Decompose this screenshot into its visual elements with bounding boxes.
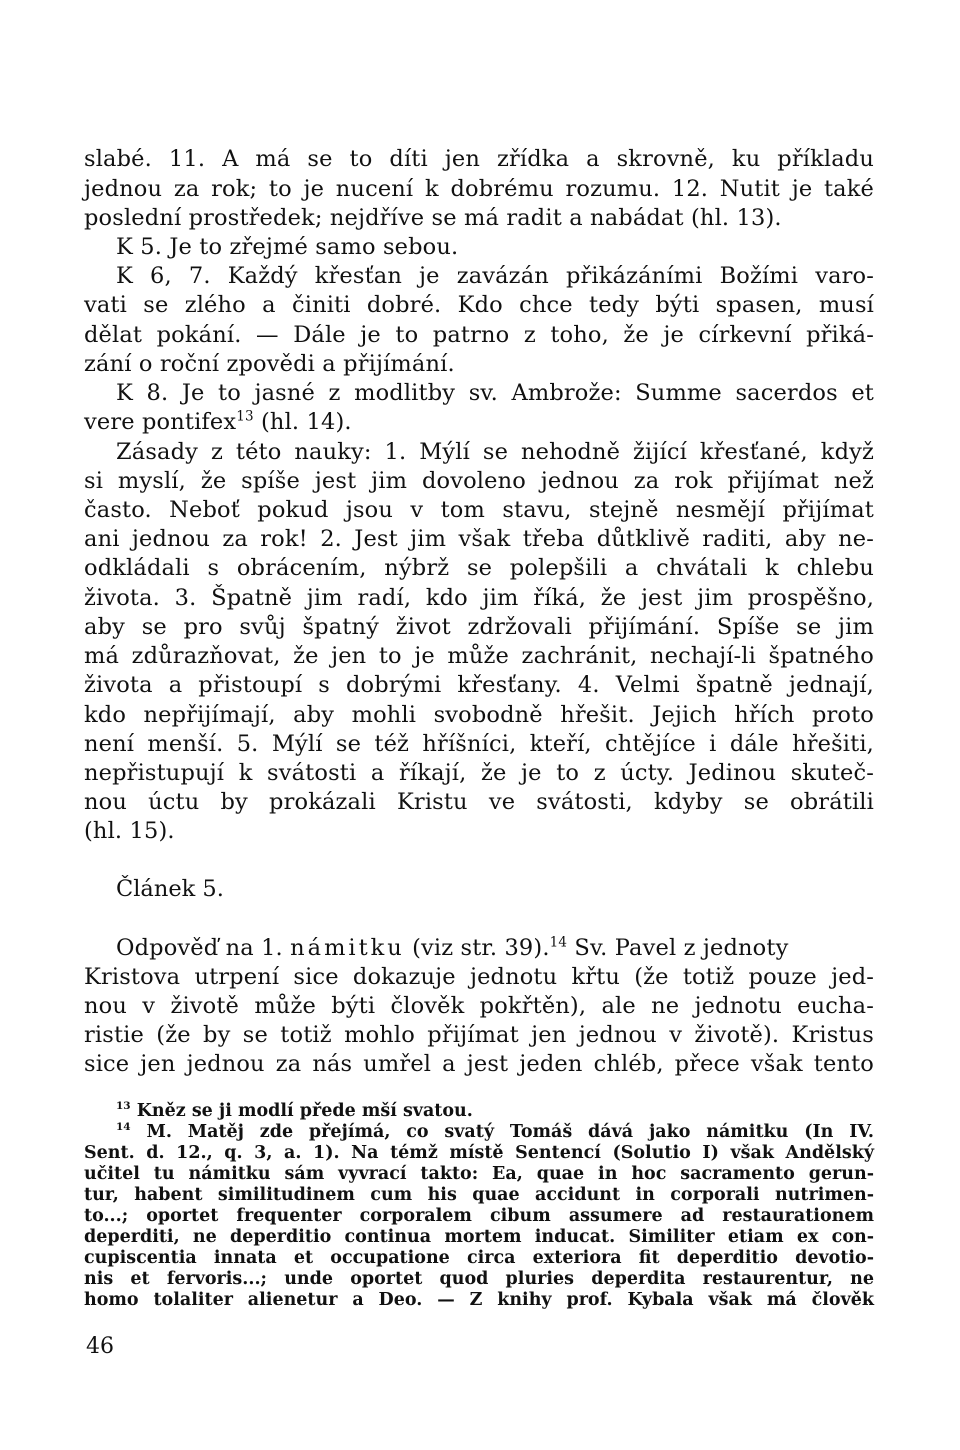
text-line [84,407,874,437]
text-line: kdo nepřijímají, aby mohli svobodně hřešit. Jejich hřích proto [84,702,874,728]
text-line: ristie (že by se totiž mohlo přijímat jen jednou v životě). Kristus [84,1022,874,1048]
text-fragment: Sv. Pavel z jednoty [567,935,789,961]
footnote-line: Sent. d. 12., q. 3, a. 1). Na témž místě Sentencí (Solutio I) však Andělský [84,1143,874,1163]
footnote-number: 13 [116,1100,131,1113]
text-line: nepřistupují k svátosti a říkají, že je to z úcty. Jedinou skuteč- [84,760,874,786]
text-line: aby se pro svůj špatný život zdržovali přijímání. Spíše se jim [84,614,874,640]
text-line: si myslí, že spíše jest jim dovoleno jednou za rok přijímat než [84,468,874,494]
footnote-line [116,1101,874,1123]
text-fragment: Odpověď na 1. [116,935,283,961]
text-fragment: (hl. 14). [253,409,352,435]
text-line: K 5. Je to zřejmé samo sebou. [116,234,459,260]
text-line: zání o roční zpovědi a přijímání. [84,351,455,377]
footnote-text: M. Matěj zde přejímá, co svatý Tomáš dává jako námitku (In IV. [146,1122,875,1142]
text-line: slabé. 11. A má se to díti jen zřídka a skrovně, ku příkladu [84,146,874,172]
text-line: života. 3. Špatně jim radí, kdo jim říká, že jest jim prospěšno, [84,585,874,611]
text-line: života a přistoupí s dobrými křesťany. 4. Velmi špatně jednají, [84,672,874,698]
footnote-line: cupiscentia innata et occupatione circa exteriora fit deperditio devotio- [84,1248,874,1268]
text-line: poslední prostředek; nejdříve se má radit a nabádat (hl. 13). [84,205,782,231]
page-number: 46 [86,1334,114,1359]
footnote-line: tur, habent similitudinem cum his quae accidunt in corporali nutrimen- [84,1185,874,1205]
section-heading: Článek 5. [116,876,224,902]
text-line: má zdůrazňovat, že jen to je může zachránit, nechají-li špatného [84,643,874,669]
text-line: Kristova utrpení sice dokazuje jednotu křtu (že totiž pouze jed- [84,964,874,990]
text-line: často. Neboť pokud jsou v tom stavu, stejně nesmějí přijímat [84,497,874,523]
text-line: ani jednou za rok! 2. Jest jim však třeba důtklivě raditi, aby ne- [84,526,874,552]
footnote-number: 14 [116,1121,131,1134]
text-line: sice jen jednou za nás umřel a jest jeden chléb, přece však tento [84,1051,874,1077]
text-line: jednou za rok; to je nucení k dobrému rozumu. 12. Nutit je také [84,176,874,202]
footnote-line [116,1122,874,1144]
footnote-ref: 13 [236,408,254,425]
text-line: není menší. 5. Mýlí se též hříšníci, kteří, chtějíce i dále hřešiti, [84,731,874,757]
text-line: vati se zlého a činiti dobré. Kdo chce tedy býti spasen, musí [84,292,874,318]
text-line: Zásady z této nauky: 1. Mýlí se nehodně žijící křesťané, když [116,439,874,465]
text-line [116,933,874,963]
text-line: dělat pokání. — Dále je to patrno z toho, že je církevní přiká- [84,322,874,348]
footnote-ref: 14 [549,934,568,951]
footnote-text: Kněz se ji modlí přede mší svatou. [136,1101,473,1121]
text-line: nou v životě může býti člověk pokřtěn), ale ne jednotu eucha- [84,993,874,1019]
text-line: nou úctu by prokázali Kristu ve svátosti, kdyby se obrátili [84,789,874,815]
text-line: K 8. Je to jasné z modlitby sv. Ambrože: Summe sacerdos et [116,380,874,406]
text-line: K 6, 7. Každý křesťan je zavázán přikázáními Božími varo- [116,263,874,289]
footnote-line: deperditi, ne deperditio continua mortem inducat. Similiter etiam ex con- [84,1227,874,1247]
spaced-term: námitku [290,935,405,961]
text-line: odkládali s obrácením, nýbrž se polepšili a chvátali k chlebu [84,555,874,581]
text-fragment: vere pontifex [84,409,237,435]
footnote-line: nis et fervoris...; unde oportet quod pluries deperdita restaurentur, ne [84,1269,874,1289]
text-fragment: (viz str. 39). [412,935,550,961]
footnote-line: homo tolaliter alienetur a Deo. — Z knihy prof. Kybala však má člověk [84,1290,874,1310]
footnote-line: učitel tu námitku sám vyvrací takto: Ea, quae in hoc sacramento gerun- [84,1164,874,1184]
text-line: (hl. 15). [84,818,175,844]
footnote-line: to...; oportet frequenter corporalem cibum assumere ad restaurationem [84,1206,874,1226]
